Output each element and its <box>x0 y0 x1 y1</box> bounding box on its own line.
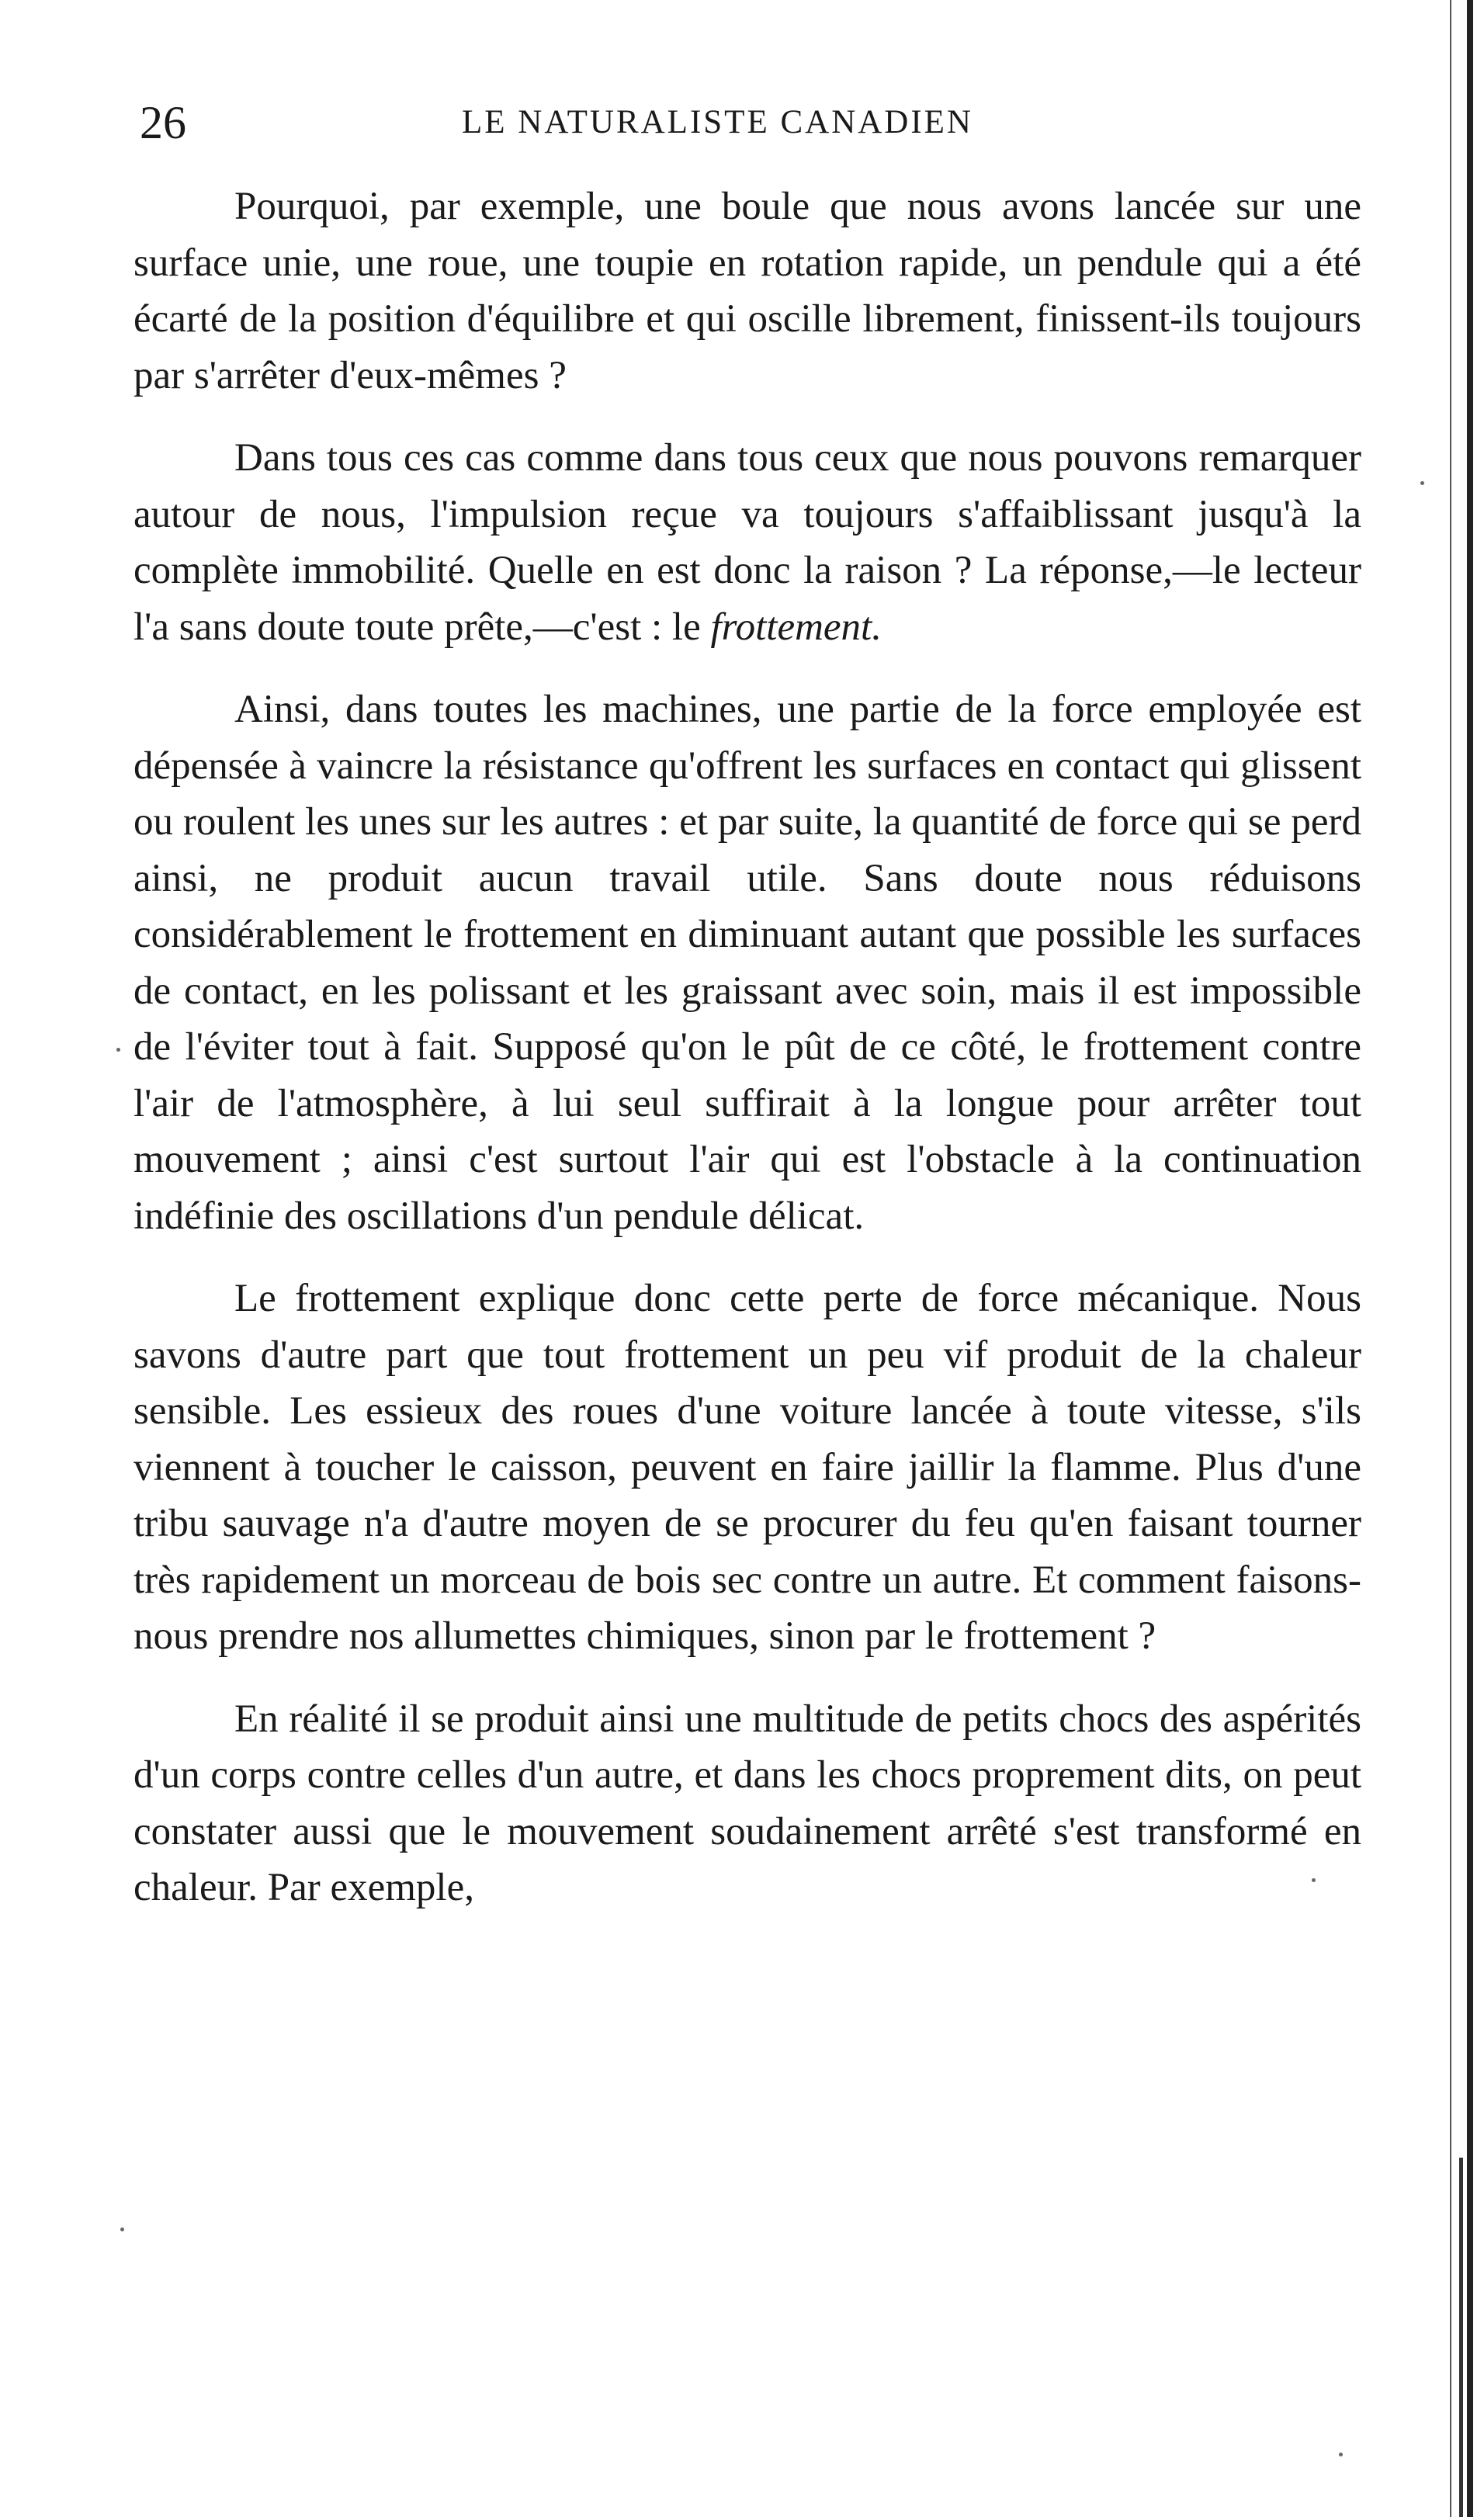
paragraph-4 <box>133 1271 1361 1665</box>
scan-speck <box>120 2228 124 2231</box>
paragraph-3-text: Ainsi, dans toutes les machines, une partie de la force employée est dépensée à vaincre la résistance qu'offrent les surfaces en contact qui glissent ou roulent les unes sur les autres : et par suite, la quantité de force qui se perd ainsi, ne produit aucun travail utile. Sans doute nous réduisons considérablement le frottement en diminuant autant que possible les surfaces de contact, en les polissant et les graissant avec soin, mais il est impossible de l'éviter tout à fait. Supposé qu'on le pût de ce côté, le frottement contre l'air de l'atmosphère, à lui seul suffirait à la longue pour arrêter tout mouvement ; ainsi c'est surtout l'air qui est l'obstacle à la continuation indéfinie des oscillations d'un pendule délicat. <box>133 688 1361 1238</box>
binding-edge-lower-line <box>1459 2158 1463 2517</box>
paragraph-1-text: Pourquoi, par exemple, une boule que nous avons lancée sur une surface unie, une roue, une toupie en rotation rapide, un pendule qui a été écarté de la position d'équilibre et qui oscille librement, finissent-ils toujours par s'arrêter d'eux-mêmes ? <box>133 185 1361 397</box>
page-number: 26 <box>140 97 186 148</box>
paragraph-4-text: Le frottement explique donc cette perte de force mécanique. Nous savons d'autre part que tout frottement un peu vif produit de la chaleur sensible. Les essieux des roues d'une voiture lancée à toute vitesse, s'ils viennent à toucher le caisson, peuvent en faire jaillir la flamme. Plus d'une tribu sauvage n'a d'autre moyen de se procurer du feu qu'en faisant tourner très rapidement un morceau de bois sec contre un autre. Et comment faisons-nous prendre nos allumettes chimiques, sinon par le frottement ? <box>133 1277 1361 1658</box>
running-title: LE NATURALISTE CANADIEN <box>462 104 973 140</box>
paragraph-2-emphasis: frottement. <box>710 605 882 649</box>
paragraph-2 <box>133 430 1361 655</box>
binding-edge-thin-line <box>1450 0 1451 2517</box>
paragraph-5-text: En réalité il se produit ainsi une multitude de petits chocs des aspérités d'un corps contre celles d'un autre, et dans les chocs proprement dits, on peut constater aussi que le mouvement soudainement arrêté s'est transformé en chaleur. Par exemple, <box>133 1697 1361 1909</box>
scan-speck <box>1312 1878 1316 1882</box>
scan-speck <box>1420 481 1424 485</box>
paragraph-3 <box>133 681 1361 1244</box>
paragraph-2-text: Dans tous ces cas comme dans tous ceux que nous pouvons remarquer autour de nous, l'impulsion reçue va toujours s'affaiblissant jusqu'à la complète immobilité. Quelle en est donc la raison ? La réponse,—le lecteur l'a sans doute toute prête,—c'est : le <box>133 436 1361 649</box>
body-text <box>133 179 1361 1943</box>
scan-speck <box>1339 2453 1343 2456</box>
scan-speck <box>116 1048 120 1052</box>
binding-edge-thick-line <box>1467 0 1473 2517</box>
paragraph-5 <box>133 1691 1361 1916</box>
paragraph-1 <box>133 179 1361 404</box>
page-header <box>0 92 1484 154</box>
